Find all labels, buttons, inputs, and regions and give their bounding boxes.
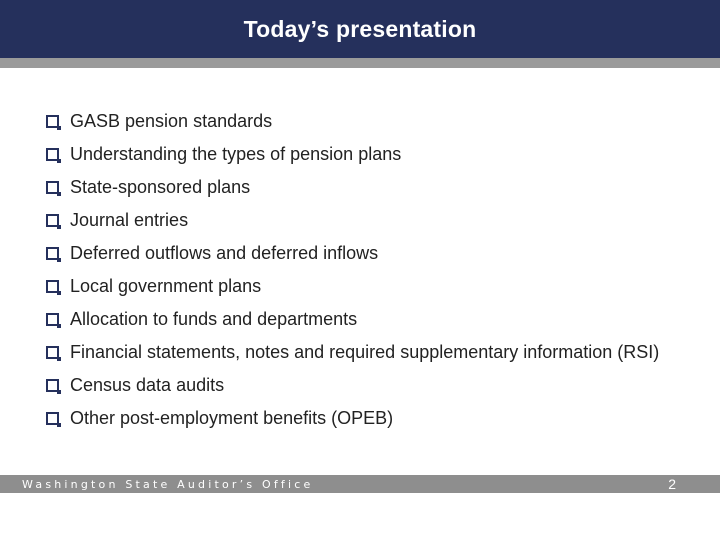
- bullet-item: [46, 276, 686, 297]
- bullet-text: State-sponsored plans: [70, 177, 251, 197]
- bullet-item: [46, 375, 686, 396]
- bullet-item: [46, 408, 686, 429]
- bullet-item: [46, 177, 686, 198]
- bullet-text: Journal entries: [70, 210, 189, 230]
- checkbox-bullet-icon: [46, 379, 59, 392]
- checkbox-bullet-icon: [46, 313, 59, 326]
- bullet-text: Other post-employment benefits (OPEB): [70, 408, 394, 428]
- checkbox-bullet-icon: [46, 148, 59, 161]
- bullet-text: Local government plans: [70, 276, 262, 296]
- bullet-item: [46, 243, 686, 264]
- bullet-text: Deferred outflows and deferred inflows: [70, 243, 379, 263]
- bullet-text: Census data audits: [70, 375, 225, 395]
- page-number: 2: [668, 476, 676, 492]
- bullet-item: [46, 342, 686, 363]
- checkbox-bullet-icon: [46, 346, 59, 359]
- checkbox-bullet-icon: [46, 247, 59, 260]
- bullet-text: Allocation to funds and departments: [70, 309, 358, 329]
- bullet-text: Financial statements, notes and required supplementary information (RSI): [70, 342, 660, 362]
- checkbox-bullet-icon: [46, 181, 59, 194]
- title-underline-divider: [0, 58, 720, 68]
- bullet-item: [46, 210, 686, 231]
- slide-title: Today’s presentation: [243, 15, 477, 42]
- bullet-text: GASB pension standards: [70, 111, 273, 131]
- bullet-text: Understanding the types of pension plans: [70, 144, 402, 164]
- bullet-item: [46, 144, 686, 165]
- checkbox-bullet-icon: [46, 214, 59, 227]
- checkbox-bullet-icon: [46, 115, 59, 128]
- checkbox-bullet-icon: [46, 412, 59, 425]
- bullet-item: [46, 111, 686, 132]
- title-bar: [0, 0, 720, 58]
- checkbox-bullet-icon: [46, 280, 59, 293]
- bullet-item: [46, 309, 686, 330]
- footer-organization: Washington State Auditor’s Office: [22, 478, 314, 491]
- bullet-list: [46, 111, 686, 441]
